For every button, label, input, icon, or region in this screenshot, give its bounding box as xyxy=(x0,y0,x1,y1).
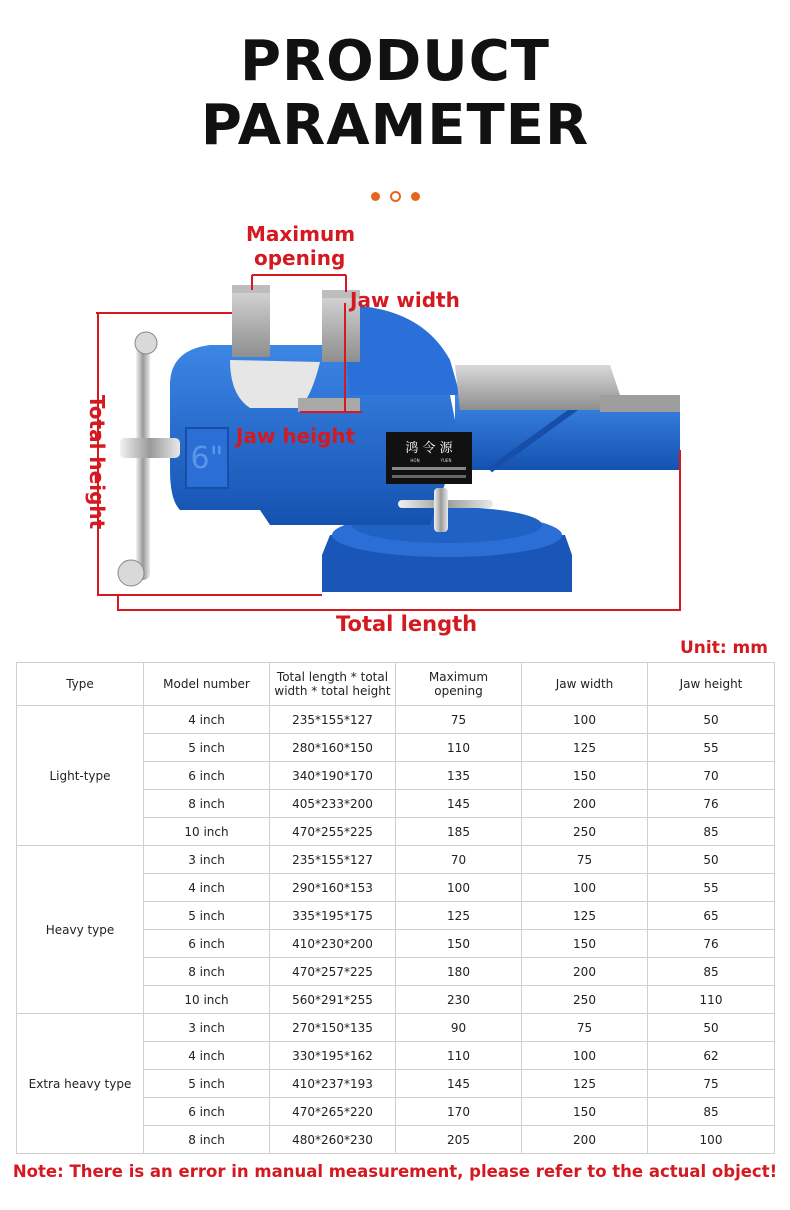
header-dimensions-line1: Total length * total xyxy=(276,670,389,684)
jaw-height-cell: 70 xyxy=(648,762,775,790)
model-cell: 10 inch xyxy=(144,986,270,1014)
jaw-height-cell: 85 xyxy=(648,818,775,846)
jaw-width-cell: 200 xyxy=(522,958,648,986)
product-dimension-diagram xyxy=(0,210,790,650)
header-max-opening-line2: opening xyxy=(434,684,483,698)
jaw-height-cell: 55 xyxy=(648,874,775,902)
opening-cell: 145 xyxy=(396,790,522,818)
jaw-height-cell: 65 xyxy=(648,902,775,930)
nameplate-brand: 鸿 令 源 xyxy=(405,441,453,456)
jaw-height-cell: 55 xyxy=(648,734,775,762)
model-cell: 6 inch xyxy=(144,1098,270,1126)
header-dimensions xyxy=(270,663,396,706)
model-cell: 4 inch xyxy=(144,1042,270,1070)
opening-cell: 110 xyxy=(396,1042,522,1070)
dims-cell: 410*230*200 xyxy=(270,930,396,958)
dims-cell: 470*265*220 xyxy=(270,1098,396,1126)
header-jaw-height: Jaw height xyxy=(648,663,775,706)
opening-cell: 100 xyxy=(396,874,522,902)
jaw-width-cell: 75 xyxy=(522,846,648,874)
jaw-height-cell: 110 xyxy=(648,986,775,1014)
header-jaw-width: Jaw width xyxy=(522,663,648,706)
table-row xyxy=(17,1014,775,1042)
jaw-width-cell: 75 xyxy=(522,1014,648,1042)
dot-icon xyxy=(371,192,380,201)
jaw-height-cell: 50 xyxy=(648,1014,775,1042)
jaw-height-cell: 75 xyxy=(648,1070,775,1098)
jaw-width-cell: 125 xyxy=(522,902,648,930)
type-cell: Light-type xyxy=(17,706,144,846)
model-cell: 8 inch xyxy=(144,1126,270,1154)
jaw-height-cell: 50 xyxy=(648,706,775,734)
dims-cell: 480*260*230 xyxy=(270,1126,396,1154)
jaw-width-cell: 100 xyxy=(522,874,648,902)
model-cell: 5 inch xyxy=(144,1070,270,1098)
header-dimensions-line2: width * total height xyxy=(274,684,391,698)
opening-cell: 185 xyxy=(396,818,522,846)
parameter-table xyxy=(16,662,775,1154)
ring-dot-icon xyxy=(390,191,401,202)
type-cell: Extra heavy type xyxy=(17,1014,144,1154)
page-title-line2: PARAMETER xyxy=(200,93,590,158)
model-cell: 8 inch xyxy=(144,790,270,818)
dims-cell: 560*291*255 xyxy=(270,986,396,1014)
dims-cell: 405*233*200 xyxy=(270,790,396,818)
jaw-height-cell: 62 xyxy=(648,1042,775,1070)
type-cell: Heavy type xyxy=(17,846,144,1014)
jaw-width-cell: 150 xyxy=(522,762,648,790)
dims-cell: 335*195*175 xyxy=(270,902,396,930)
jaw-width-cell: 250 xyxy=(522,818,648,846)
decorative-dots xyxy=(0,186,790,205)
front-jaw xyxy=(232,285,270,357)
footer-note: Note: There is an error in manual measurement, please refer to the actual object! xyxy=(12,1162,778,1181)
table-row xyxy=(17,706,775,734)
opening-cell: 150 xyxy=(396,930,522,958)
dims-cell: 290*160*153 xyxy=(270,874,396,902)
model-cell: 3 inch xyxy=(144,846,270,874)
jaw-height-cell: 76 xyxy=(648,930,775,958)
model-cell: 5 inch xyxy=(144,902,270,930)
dims-cell: 470*257*225 xyxy=(270,958,396,986)
jaw-height-cell: 85 xyxy=(648,958,775,986)
label-total-height: Total height xyxy=(85,394,110,530)
header-max-opening-line1: Maximum xyxy=(428,670,489,684)
table-row xyxy=(17,846,775,874)
table-header-row xyxy=(17,663,775,706)
label-max-opening-line2: opening xyxy=(254,246,346,270)
opening-cell: 75 xyxy=(396,706,522,734)
dot-icon xyxy=(411,192,420,201)
dims-cell: 235*155*127 xyxy=(270,846,396,874)
label-jaw-height: Jaw height xyxy=(236,424,356,448)
dims-cell: 470*255*225 xyxy=(270,818,396,846)
opening-cell: 110 xyxy=(396,734,522,762)
jaw-width-cell: 100 xyxy=(522,1042,648,1070)
model-cell: 3 inch xyxy=(144,1014,270,1042)
opening-cell: 125 xyxy=(396,902,522,930)
jaw-width-cell: 125 xyxy=(522,1070,648,1098)
bench-vise-illustration xyxy=(0,210,790,650)
model-cell: 6 inch xyxy=(144,762,270,790)
opening-cell: 90 xyxy=(396,1014,522,1042)
jaw-width-cell: 125 xyxy=(522,734,648,762)
jaw-height-cell: 100 xyxy=(648,1126,775,1154)
nameplate-latin-2: YUEN xyxy=(440,458,452,463)
opening-cell: 170 xyxy=(396,1098,522,1126)
jaw-width-cell: 150 xyxy=(522,1098,648,1126)
model-cell: 8 inch xyxy=(144,958,270,986)
model-cell: 4 inch xyxy=(144,874,270,902)
jaw-width-cell: 200 xyxy=(522,790,648,818)
dims-cell: 280*160*150 xyxy=(270,734,396,762)
jaw-height-cell: 85 xyxy=(648,1098,775,1126)
opening-cell: 145 xyxy=(396,1070,522,1098)
dims-cell: 235*155*127 xyxy=(270,706,396,734)
jaw-width-cell: 100 xyxy=(522,706,648,734)
dims-cell: 330*195*162 xyxy=(270,1042,396,1070)
size-marking: 6" xyxy=(190,441,224,476)
header-type: Type xyxy=(17,663,144,706)
label-max-opening-line1: Maximum xyxy=(246,222,356,246)
jaw-height-cell: 76 xyxy=(648,790,775,818)
opening-cell: 180 xyxy=(396,958,522,986)
jaw-height-cell: 50 xyxy=(648,846,775,874)
label-jaw-width: Jaw width xyxy=(350,288,460,312)
anvil xyxy=(455,365,620,410)
unit-label: Unit: mm xyxy=(679,638,768,658)
opening-cell: 70 xyxy=(396,846,522,874)
model-cell: 5 inch xyxy=(144,734,270,762)
header-model: Model number xyxy=(144,663,270,706)
jaw-width-cell: 150 xyxy=(522,930,648,958)
header-max-opening xyxy=(396,663,522,706)
model-cell: 4 inch xyxy=(144,706,270,734)
opening-cell: 205 xyxy=(396,1126,522,1154)
jaw-width-cell: 200 xyxy=(522,1126,648,1154)
opening-cell: 230 xyxy=(396,986,522,1014)
label-total-length: Total length xyxy=(336,612,478,636)
handle-bar xyxy=(136,340,150,580)
model-cell: 10 inch xyxy=(144,818,270,846)
model-cell: 6 inch xyxy=(144,930,270,958)
dims-cell: 270*150*135 xyxy=(270,1014,396,1042)
nameplate-latin-1: HON xyxy=(410,458,420,463)
opening-cell: 135 xyxy=(396,762,522,790)
dims-cell: 410*237*193 xyxy=(270,1070,396,1098)
dims-cell: 340*190*170 xyxy=(270,762,396,790)
page-title-line1: PRODUCT xyxy=(239,29,551,94)
jaw-width-cell: 250 xyxy=(522,986,648,1014)
